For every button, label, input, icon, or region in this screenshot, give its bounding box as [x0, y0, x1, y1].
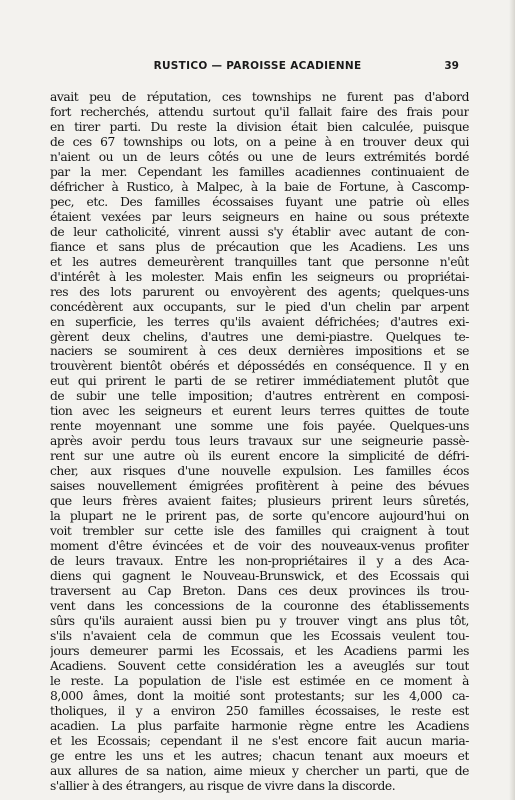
text-line: s'ils n'avaient cela de commun que les Ecossais veulent tou-: [50, 628, 469, 643]
page-number: 39: [444, 60, 459, 72]
text-line: eut qui prirent le parti de se retirer immédiatement plutôt que: [50, 374, 469, 389]
text-line: aux allures de sa nation, aime mieux y chercher un parti, que de: [50, 763, 469, 778]
text-line: que leurs frères avaient faites; plusieurs prirent leurs sûretés,: [50, 494, 469, 509]
running-title: RUSTICO — PAROISSE ACADIENNE: [153, 60, 362, 72]
text-line: fiance et sans plus de précaution que les Acadiens. Les uns: [50, 239, 469, 254]
text-line: de leur catholicité, vinrent aussi s'y établir avec autant de con-: [50, 224, 469, 239]
text-line: la plupart ne le prirent pas, de sorte qu'encore aujourd'hui on: [50, 509, 469, 524]
text-line: jours demeurer parmi les Ecossais, et les Acadiens parmi les: [50, 643, 469, 658]
text-line: pec, etc. Des familles écossaises fuyant une patrie où elles: [50, 194, 469, 209]
text-line: rente moyennant une somme une fois payée. Quelques-uns: [50, 419, 469, 434]
text-line: d'intérêt à les molester. Mais enfin les seigneurs ou propriétai-: [50, 269, 469, 284]
text-line: gèrent deux chelins, d'autres une demi-piastre. Quelques te-: [50, 329, 469, 344]
text-line: 8,000 âmes, dont la moitié sont protestants; sur les 4,000 ca-: [50, 688, 469, 703]
text-line: sûrs qu'ils auraient aussi bien pu y trouver vingt ans plus tôt,: [50, 613, 469, 628]
text-line: et les Ecossais; cependant il ne s'est encore fait aucun maria-: [50, 733, 469, 748]
text-line: concédèrent aux occupants, sur le pied d'un chelin par arpent: [50, 299, 469, 314]
text-line: de subir une telle imposition; d'autres entrèrent en composi-: [50, 389, 469, 404]
text-line: trouvèrent bientôt obérés et dépossédés en conséquence. Il y en: [50, 359, 469, 374]
text-line: s'allier à des étrangers, au risque de vivre dans la discorde.: [50, 778, 396, 793]
text-line: moment d'être évincées et de voir des nouveaux-venus profiter: [50, 539, 469, 554]
text-line: diens qui gagnent le Nouveau-Brunswick, et des Ecossais qui: [50, 569, 469, 583]
text-line: res des lots parurent ou envoyèrent des agents; quelques-uns: [50, 284, 469, 299]
text-line: avait peu de réputation, ces townships ne furent pas d'abord: [50, 90, 469, 104]
text-line: cher, aux risques d'une nouvelle expulsion. Les familles écos: [50, 464, 469, 479]
text-line: ge entre les uns et les autres; chacun tenant aux moeurs et: [50, 748, 469, 763]
text-line: naciers se soumirent à ces deux dernières impositions et se: [50, 344, 469, 359]
text-line: de ces 67 townships ou lots, on a peine à en trouver deux qui: [50, 134, 469, 149]
text-line: traversent au Cap Breton. Dans ces deux provinces ils trou-: [50, 583, 469, 598]
text-line: tholiques, il y a environ 250 familles écossaises, le reste est: [50, 703, 469, 718]
text-line: après avoir perdu tous leurs travaux sur une seigneurie passè-: [50, 434, 469, 449]
text-line: rent sur une autre où ils eurent encore la simplicité de défri-: [50, 449, 469, 464]
text-line: par la mer. Cependant les familles acadiennes continuaient de: [50, 164, 469, 179]
text-line: en superficie, les terres qu'ils avaient défrichées; d'autres exi-: [50, 314, 469, 329]
running-header: [0, 60, 515, 76]
text-line: n'aient ou un de leurs côtés ou une de leurs extrémités bordé: [50, 149, 469, 164]
text-line: acadien. La plus parfaite harmonie règne entre les Acadiens: [50, 718, 469, 733]
text-line: fort recherchés, attendu surtout qu'il fallait faire des frais pour: [50, 104, 469, 119]
text-line: saises nouvellement émigrées profitèrent à peine des bévues: [50, 479, 469, 494]
body-paragraph: [50, 90, 469, 794]
text-line: et les autres demeurèrent tranquilles tant que personne n'eût: [50, 254, 469, 269]
text-line: Acadiens. Souvent cette considération les a aveuglés sur tout: [50, 658, 469, 673]
text-line: le reste. La population de l'isle est estimée en ce moment à: [50, 673, 469, 688]
text-line: en tirer parti. Du reste la division était bien calculée, puisque: [50, 119, 469, 134]
text-line: voit trembler sur cette isle des familles qui craignent à tout: [50, 524, 469, 539]
text-line: tion avec les seigneurs et eurent leurs terres quittes de toute: [50, 404, 469, 419]
text-line: de leurs travaux. Entre les non-propriétaires il y a des Aca-: [50, 554, 469, 569]
text-line: vent dans les concessions de la couronne des établissements: [50, 598, 469, 613]
scan-edge-shadow: [509, 0, 515, 800]
text-line: étaient vexées par leurs seigneurs en haine ou sous prétexte: [50, 209, 469, 224]
text-line: défricher à Rustico, à Malpec, à la baie de Fortune, à Cascomp-: [50, 179, 469, 194]
